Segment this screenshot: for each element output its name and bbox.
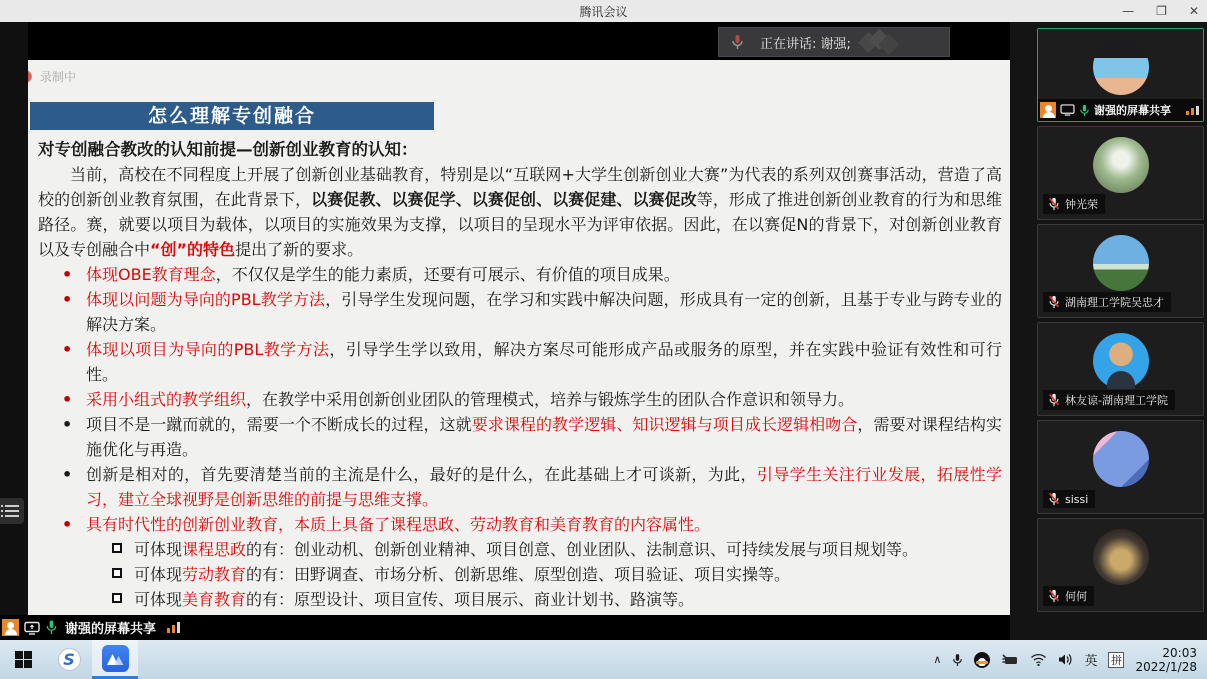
screen-share-icon xyxy=(1060,104,1075,116)
taskbar-meeting-button[interactable] xyxy=(92,640,138,679)
taskbar-sogou-button[interactable] xyxy=(46,640,92,679)
speaking-mic-icon xyxy=(731,34,744,50)
bullet-icon: • xyxy=(62,515,73,534)
tray-date: 2022/1/28 xyxy=(1135,659,1197,674)
slide-check-item: 可体现劳动教育的有：田野调查、市场分析、创新思维、原型创造、项目验证、项目实操等。 xyxy=(28,562,1010,587)
ime-pinyin-indicator[interactable]: 拼 xyxy=(1108,652,1124,668)
bullet-icon: • xyxy=(62,290,73,309)
bullet-icon: • xyxy=(62,415,73,434)
slide-bullet-item: • 体现以项目为导向的PBL教学方法，引导学生学以致用，解决方案尽可能形成产品或服务的原型，并在实践中验证有效性和可行性。 xyxy=(28,337,1010,387)
participant-tile[interactable] xyxy=(1037,322,1204,416)
tencent-meeting-icon xyxy=(102,645,129,672)
speaking-toast xyxy=(718,27,950,57)
checkbox-icon xyxy=(112,543,122,553)
tray-chevron-icon[interactable]: ∧ xyxy=(933,653,942,666)
list-toggle-icon[interactable] xyxy=(0,498,24,524)
participant-badge xyxy=(1043,292,1171,312)
slide-bullet-item: • 创新是相对的，首先要清楚当前的主流是什么，最好的是什么，在此基础上才可谈新，为此，引导学生关注行业发展，拓展性学习，建立全球视野是创新思维的前提与思维支撑。 xyxy=(28,462,1010,512)
avatar xyxy=(1093,431,1149,487)
avatar xyxy=(1093,529,1149,585)
stage-left-edge xyxy=(0,22,28,640)
mic-on-icon xyxy=(45,620,58,635)
participant-name: sissi xyxy=(1065,492,1089,506)
participant-tile[interactable] xyxy=(1037,28,1204,122)
tray-device-icon[interactable] xyxy=(1001,653,1019,666)
screen-share-icon xyxy=(24,621,40,635)
participant-tile[interactable] xyxy=(1037,224,1204,318)
avatar xyxy=(1093,333,1149,389)
windows-logo-icon xyxy=(15,651,32,668)
tray-mic-icon[interactable] xyxy=(952,652,963,668)
shared-screen-stage xyxy=(0,22,1010,640)
minimize-button[interactable]: — xyxy=(1122,4,1135,18)
start-button[interactable] xyxy=(0,640,46,679)
slide-paragraph: 当前，高校在不同程度上开展了创新创业基础教育，特别是以“互联网+大学生创新创业大赛”为代表的系列双创赛事活动，营造了高校的创新创业教育氛围，在此背景下，以赛促教、以赛促学、以赛促创、以赛促建、以赛促改等，形成了推进创新创业教育的行为和思维路径。赛，就要以项目为载体，以项目的实施效果为支撑，以项目的呈现水平为评审依据。因此，在以赛促N的背景下，对创新创业教育以及专创融合中“创”的特色提出了新的要求。 xyxy=(38,165,1002,259)
participant-badge xyxy=(1043,586,1094,606)
mic-muted-icon xyxy=(1048,295,1060,309)
mic-on-icon xyxy=(1079,104,1090,117)
tray-wifi-icon[interactable] xyxy=(1030,653,1047,666)
slide-title: 怎么理解专创融合 xyxy=(30,102,434,130)
ime-language-indicator[interactable]: 英 xyxy=(1084,654,1098,669)
participant-name: 谢强的屏幕共享 xyxy=(1094,104,1171,117)
share-owner-label: 谢强的屏幕共享 xyxy=(65,622,157,637)
participant-tile[interactable] xyxy=(1037,518,1204,612)
sogou-icon: S xyxy=(58,648,81,671)
participant-name: 何何 xyxy=(1065,590,1087,603)
checkbox-icon xyxy=(112,568,122,578)
slide-heading: 对专创融合教改的认知前提—创新创业教育的认知： xyxy=(38,140,418,159)
tray-clock[interactable] xyxy=(1135,646,1197,674)
tray-volume-icon[interactable] xyxy=(1058,653,1073,666)
slide-bullet-item: • 具有时代性的创新创业教育，本质上具备了课程思政、劳动教育和美育教育的内容属性。 xyxy=(28,512,1010,537)
bullet-icon: • xyxy=(62,390,73,409)
recording-label: 录制中 xyxy=(40,70,77,84)
participant-name: 林友谅-湖南理工学院 xyxy=(1065,394,1168,407)
avatar xyxy=(1093,39,1149,95)
slide-bullet-item: • 采用小组式的教学组织，在教学中采用创新创业团队的管理模式，培养与锻炼学生的团队合作意识和领导力。 xyxy=(28,387,1010,412)
mic-muted-icon xyxy=(1048,492,1060,506)
participant-badge xyxy=(1043,194,1105,214)
checkbox-icon xyxy=(112,593,122,603)
mic-muted-icon xyxy=(1048,589,1060,603)
mic-muted-icon xyxy=(1048,197,1060,211)
presentation-slide xyxy=(28,60,1010,615)
meeting-watermark-icon xyxy=(861,32,901,54)
system-tray xyxy=(933,646,1207,674)
tray-time: 20:03 xyxy=(1162,645,1197,660)
avatar xyxy=(1093,137,1149,193)
active-tile-status-bar xyxy=(1038,99,1203,121)
slide-body xyxy=(28,137,1010,612)
share-status-bar xyxy=(0,615,1010,640)
slide-bullet-item: • 体现以问题为导向的PBL教学方法，引导学生发现问题，在学习和实践中解决问题，形成具有一定的创新，且基于专业与跨专业的解决方案。 xyxy=(28,287,1010,337)
signal-bars-icon xyxy=(167,622,180,633)
window-title: 腾讯会议 xyxy=(579,4,628,19)
taskbar xyxy=(0,640,1207,679)
participant-tile[interactable] xyxy=(1037,126,1204,220)
participant-name: 湖南理工学院吴忠才 xyxy=(1065,296,1164,309)
participant-tile[interactable] xyxy=(1037,420,1204,514)
close-button[interactable]: ✕ xyxy=(1188,4,1199,18)
host-person-icon xyxy=(2,619,19,636)
mic-muted-icon xyxy=(1048,393,1060,407)
participant-name: 钟光荣 xyxy=(1065,198,1098,211)
signal-bars-icon xyxy=(1186,106,1199,115)
speaking-toast-text: 正在讲话: 谢强; xyxy=(760,36,851,52)
recording-indicator xyxy=(28,68,76,85)
slide-bullet-item: • 项目不是一蹴而就的，需要一个不断成长的过程，这就要求课程的教学逻辑、知识逻辑与项目成长逻辑相吻合，需要对课程结构实施优化与再造。 xyxy=(28,412,1010,462)
participants-sidebar xyxy=(1010,22,1207,640)
participant-badge xyxy=(1043,490,1095,508)
record-dot-icon xyxy=(28,71,31,82)
participant-badge xyxy=(1043,390,1175,410)
slide-bullet-item: • 体现OBE教育理念，不仅仅是学生的能力素质，还要有可展示、有价值的项目成果。 xyxy=(28,262,1010,287)
meeting-content xyxy=(0,22,1207,640)
restore-button[interactable]: ❐ xyxy=(1156,4,1167,18)
avatar xyxy=(1093,235,1149,291)
bullet-icon: • xyxy=(62,265,73,284)
tray-qq-icon[interactable] xyxy=(974,652,990,668)
bullet-icon: • xyxy=(62,340,73,359)
titlebar xyxy=(0,0,1207,22)
slide-check-item: 可体现课程思政的有：创业动机、创新创业精神、项目创意、创业团队、法制意识、可持续发展与项目规划等。 xyxy=(28,537,1010,562)
host-person-icon xyxy=(1040,102,1056,118)
slide-check-item: 可体现美育教育的有：原型设计、项目宣传、项目展示、商业计划书、路演等。 xyxy=(28,587,1010,612)
bullet-icon: • xyxy=(62,465,73,484)
